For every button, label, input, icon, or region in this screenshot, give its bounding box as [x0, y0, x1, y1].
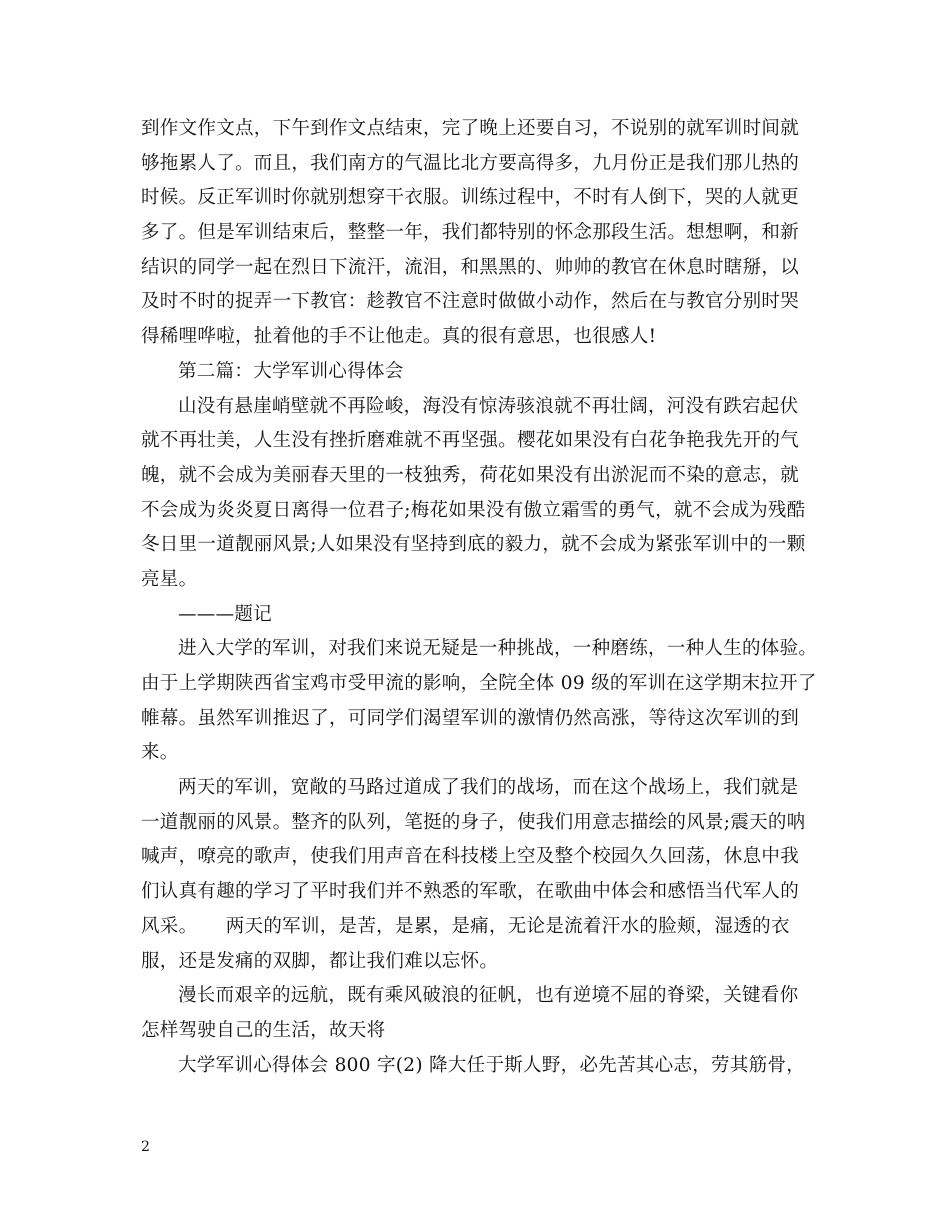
text-line: 时候。反正军训时你就别想穿干衣服。训练过程中，不时有人倒下，哭的人就更 — [141, 187, 800, 209]
text-line: 进入大学的军训，对我们来说无疑是一种挑战，一种磨练，一种人生的体验。 — [178, 638, 818, 660]
epigraph-attribution: ———题记 — [178, 603, 273, 625]
section-heading: 第二篇：大学军训心得体会 — [178, 360, 404, 382]
text-line: 够拖累人了。而且，我们南方的气温比北方要高得多，九月份正是我们那儿热的 — [141, 152, 800, 174]
text-line: 就不再壮美，人生没有挫折磨难就不再坚强。樱花如果没有白花争艳我先开的气 — [141, 430, 800, 452]
text-line: 山没有悬崖峭壁就不再险峻，海没有惊涛骇浪就不再壮阔，河没有跌宕起伏 — [178, 395, 799, 417]
text-line: 漫长而艰辛的远航，既有乘风破浪的征帆，也有逆境不屈的脊梁，关键看你 — [178, 985, 799, 1007]
text-line: 由于上学期陕西省宝鸡市受甲流的影响，全院全体 09 级的军训在这学期末拉开了 — [141, 673, 817, 694]
document-body — [141, 112, 817, 1083]
text-line: 亮星。 — [141, 568, 198, 590]
text-line: 怎样驾驶自己的生活，故天将 — [141, 1019, 386, 1041]
text-line: 们认真有趣的学习了平时我们并不熟悉的军歌，在歌曲中体会和感悟当代军人的 — [141, 881, 800, 903]
text-line: 到作文作文点，下午到作文点结束，完了晚上还要自习，不说别的就军训时间就 — [141, 118, 800, 139]
text-line: 结识的同学一起在烈日下流汗，流泪，和黑黑的、帅帅的教官在休息时瞎掰，以 — [141, 256, 800, 278]
text-line: 魄，就不会成为美丽春天里的一枝独秀，荷花如果没有出淤泥而不染的意志，就 — [141, 464, 800, 486]
text-line: 及时不时的捉弄一下教官：趁教官不注意时做做小动作，然后在与教官分别时哭 — [141, 291, 800, 313]
text-line: 喊声，嘹亮的歌声，使我们用声音在科技楼上空及整个校园久久回荡，休息中我 — [141, 846, 800, 868]
text-line: 多了。但是军训结束后，整整一年，我们都特别的怀念那段生活。想想啊，和新 — [141, 222, 800, 244]
text-line: 一道靓丽的风景。整齐的队列，笔挺的身子，使我们用意志描绘的风景;震天的呐 — [141, 811, 806, 833]
text-line: 帷幕。虽然军训推迟了，可同学们渴望军训的激情仍然高涨，等待这次军训的到 — [141, 707, 800, 729]
text-line: 大学军训心得体会 800 字(2) 降大任于斯人野，必先苦其心志，劳其筋骨， — [178, 1054, 806, 1076]
text-line: 两天的军训，宽敞的马路过道成了我们的战场，而在这个战场上，我们就是 — [178, 777, 799, 799]
text-line: 不会成为炎炎夏日离得一位君子;梅花如果没有傲立霜雪的勇气，就不会成为残酷 — [141, 499, 806, 521]
text-line: 风采。 两天的军训，是苦，是累，是痛，无论是流着汗水的脸颊，湿透的衣 — [141, 915, 790, 937]
text-line: 服，还是发痛的双脚，都让我们难以忘怀。 — [141, 950, 499, 972]
page-number: 2 — [141, 1139, 150, 1155]
text-line: 冬日里一道靓丽风景;人如果没有坚持到底的毅力，就不会成为紧张军训中的一颗 — [141, 534, 806, 556]
text-line: 来。 — [141, 742, 179, 764]
text-line: 得稀哩哗啦，扯着他的手不让他走。真的很有意思，也很感人! — [141, 326, 657, 348]
